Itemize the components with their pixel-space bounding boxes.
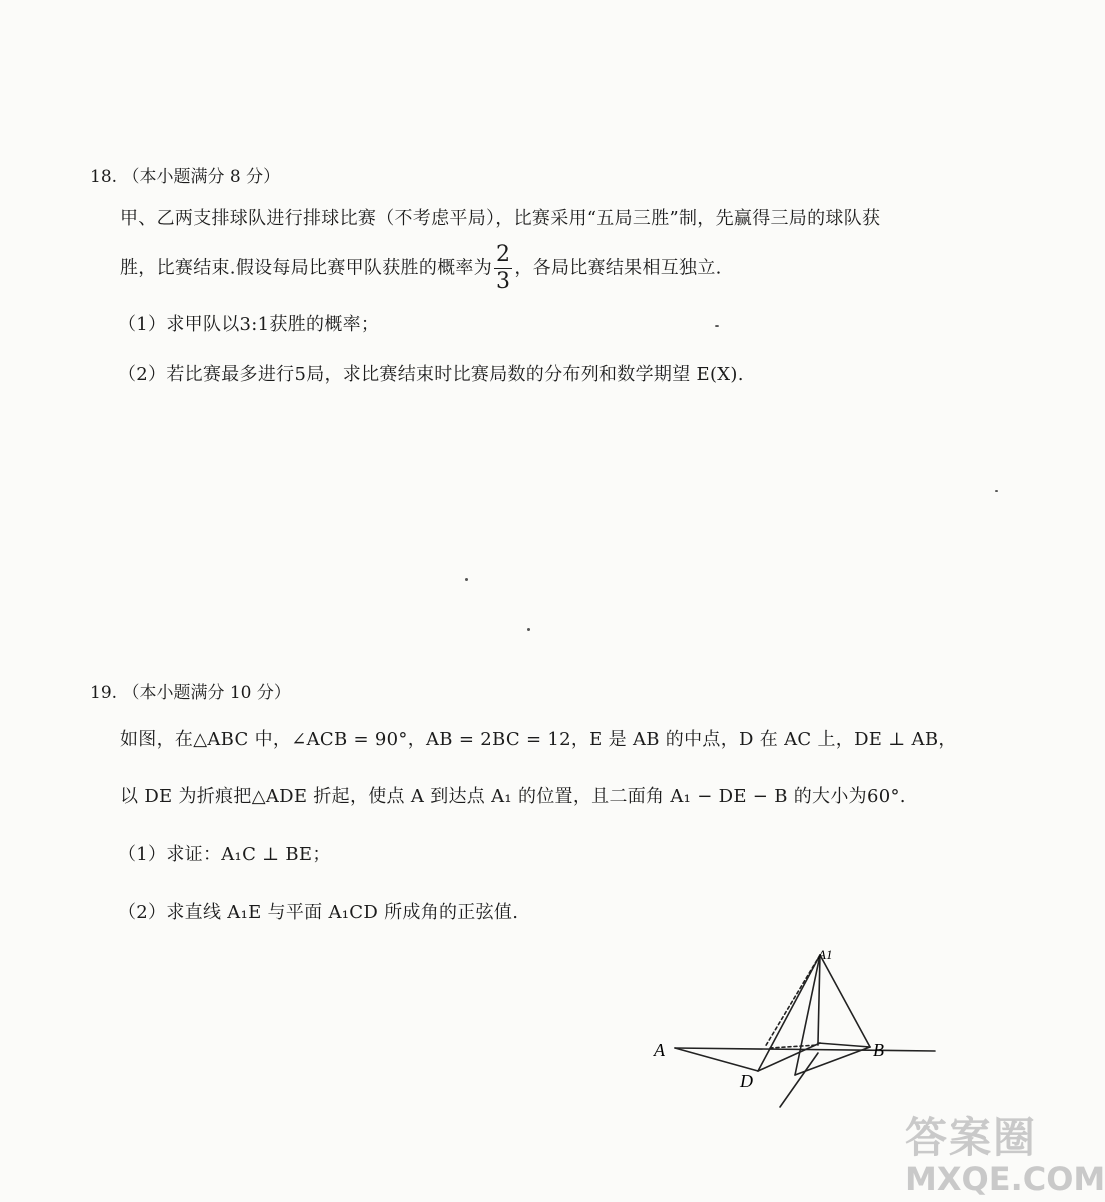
q19-line2: 以 DE 为折痕把△ADE 折起，使点 A 到达点 A₁ 的位置，且二面角 A₁ − DE − B 的大小为60°.	[120, 786, 906, 807]
q18-part2: （2）若比赛最多进行5局，求比赛结束时比赛局数的分布列和数学期望 E(X).	[118, 364, 744, 385]
q18-header: 18. （本小题满分 8 分）	[90, 167, 281, 187]
line-AD	[675, 1048, 758, 1071]
label-B: B	[873, 1040, 884, 1060]
line-A1-D	[758, 955, 820, 1071]
line-A1-E	[795, 955, 820, 1075]
fraction-denominator: 3	[496, 269, 511, 294]
q19-header: 19. （本小题满分 10 分）	[90, 683, 291, 703]
q19-part2: （2）求直线 A₁E 与平面 A₁CD 所成角的正弦值.	[118, 902, 519, 923]
scan-speck	[527, 628, 530, 631]
pyramid-figure	[640, 935, 950, 1110]
line-fold-tail	[780, 1053, 818, 1107]
fraction-numerator: 2	[496, 242, 511, 267]
watermark-url: MXQE.COM	[905, 1160, 1105, 1198]
watermark-logo: 答案圈	[905, 1113, 1038, 1162]
q19-part1: （1）求证：A₁C ⊥ BE；	[118, 844, 331, 865]
q18-line2-before: 胜，比赛结束.假设每局比赛甲队获胜的概率为	[120, 257, 493, 279]
line-A1-B	[820, 955, 870, 1047]
label-A: A	[654, 1040, 665, 1060]
scan-speck	[715, 325, 719, 327]
label-A1: A1	[818, 947, 833, 962]
probability-fraction	[494, 244, 512, 293]
q18-line2-after: ，各局比赛结果相互独立.	[514, 257, 722, 279]
label-D: D	[740, 1071, 753, 1091]
q18-line1: 甲、乙两支排球队进行排球比赛（不考虑平局），比赛采用“五局三胜”制，先赢得三局的球队获	[120, 208, 881, 229]
q19-line1: 如图，在△ABC 中，∠ACB = 90°，AB = 2BC = 12，E 是 AB 的中点，D 在 AC 上，DE ⊥ AB，	[120, 729, 957, 750]
q18-part1: （1）求甲队以3:1获胜的概率；	[118, 314, 380, 335]
line-C-B	[818, 1043, 870, 1047]
line-A1-C	[818, 955, 820, 1043]
scan-speck	[995, 490, 998, 492]
scan-speck	[465, 578, 468, 581]
q18-line2	[120, 244, 722, 293]
